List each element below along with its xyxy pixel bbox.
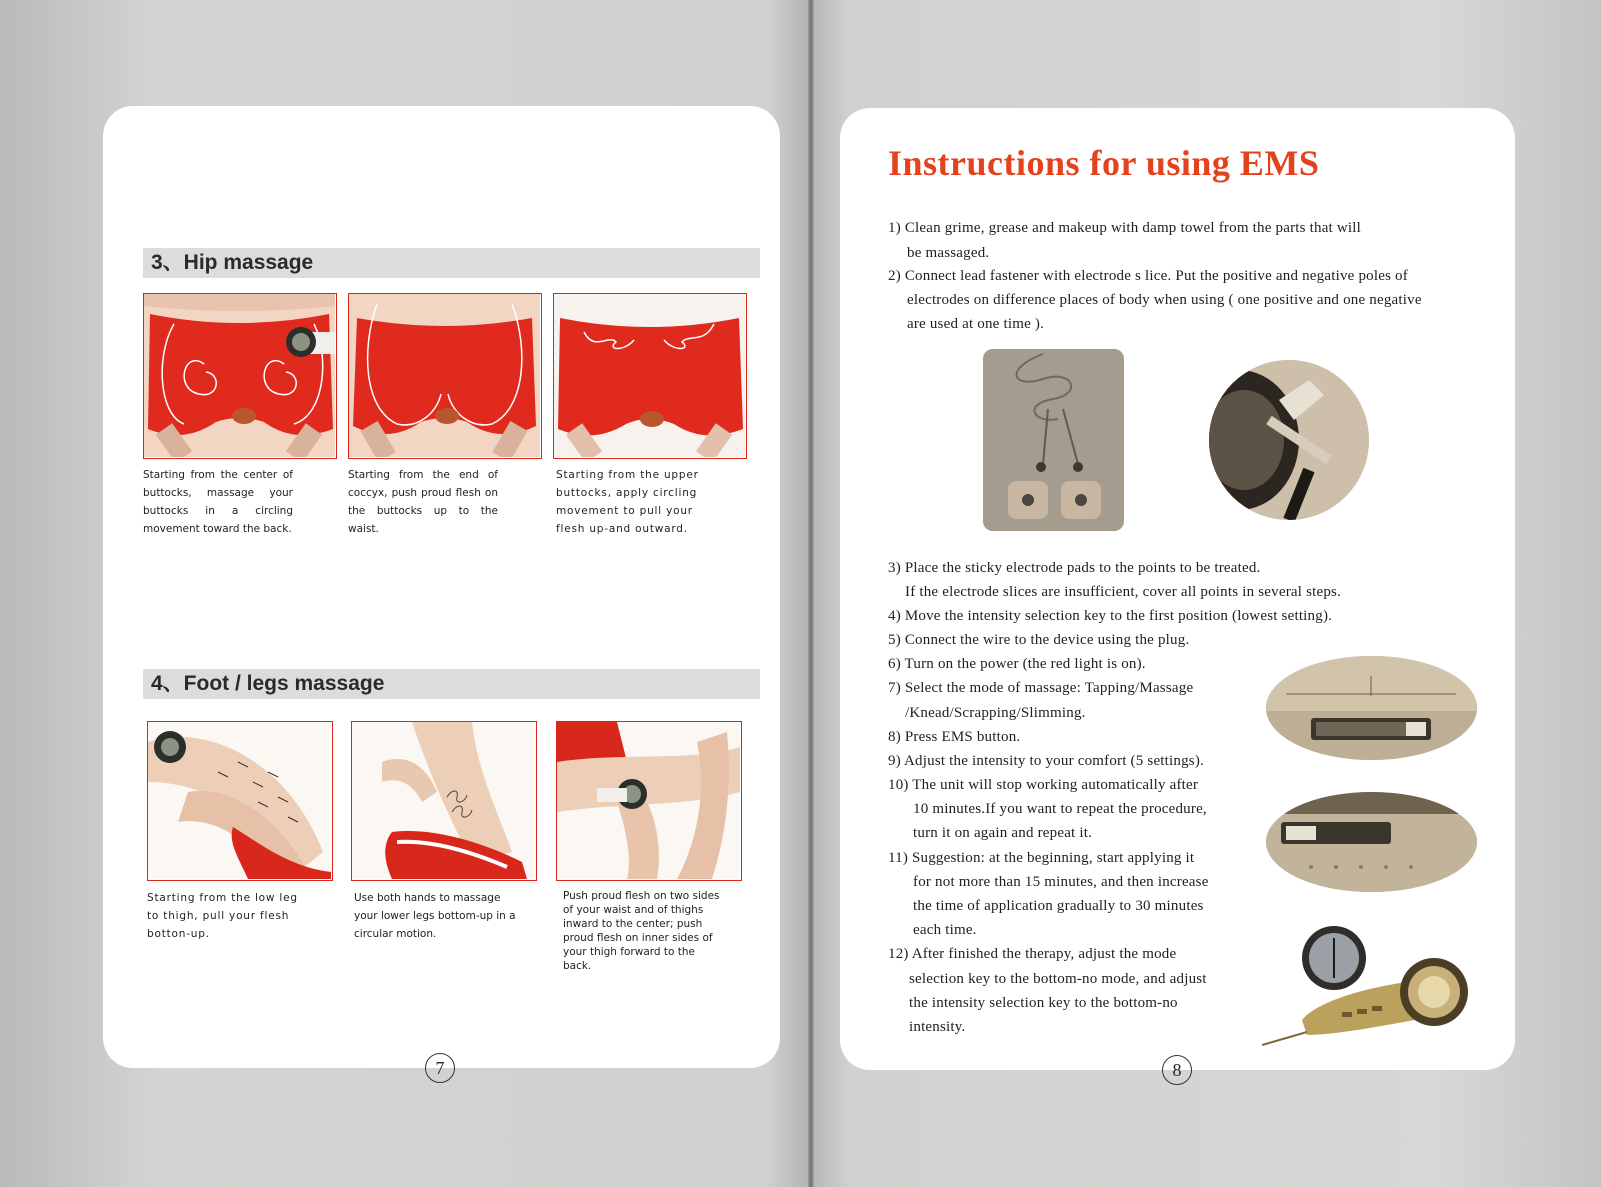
hip-photo-2 bbox=[348, 293, 542, 459]
hip-photo-1 bbox=[143, 293, 337, 459]
step-line: 1) Clean grime, grease and makeup with damp towel from the parts that will bbox=[888, 220, 1362, 236]
step-line: 11) Suggestion: at the beginning, start applying it bbox=[888, 850, 1195, 866]
legs-caption-3: Push proud flesh on two sides of your waist and of thighs inward to the center; push proud flesh on inner sides of your thigh forward to the back. bbox=[563, 890, 720, 972]
mode-selector-photo bbox=[1266, 656, 1477, 760]
step-line: 10) The unit will stop working automatically after bbox=[888, 777, 1199, 793]
plug-connection-photo bbox=[1209, 360, 1369, 520]
step-line: electrodes on difference places of body when using ( one positive and one negative bbox=[907, 292, 1422, 308]
step-line: 2) Connect lead fastener with electrode s lice. Put the positive and negative poles of bbox=[888, 268, 1408, 284]
hip-photo-3 bbox=[553, 293, 747, 459]
legs-photo-2 bbox=[351, 721, 537, 881]
step-line: 10 minutes.If you want to repeat the procedure, bbox=[913, 801, 1207, 817]
step-line: If the electrode slices are insufficient, cover all points in several steps. bbox=[905, 584, 1342, 600]
intensity-selector-photo bbox=[1266, 792, 1477, 892]
step-line: selection key to the bottom-no mode, and adjust bbox=[909, 971, 1207, 987]
step-line: intensity. bbox=[909, 1019, 966, 1035]
step-line: 12) After finished the therapy, adjust the mode bbox=[888, 946, 1177, 962]
hip-caption-3: Starting from the upper buttocks, apply circling movement to pull your flesh up-and outward. bbox=[556, 469, 699, 535]
step-line: be massaged. bbox=[907, 245, 990, 261]
legs-caption-2: Use both hands to massage your lower legs bottom-up in a circular motion. bbox=[354, 892, 516, 940]
legs-caption-1: Starting from the low leg to thigh, pull your flesh botton-up. bbox=[147, 892, 298, 940]
step-line: 9) Adjust the intensity to your comfort (5 settings). bbox=[888, 753, 1204, 769]
hip-massage-heading: 3、Hip massage bbox=[143, 248, 760, 278]
electrode-pads-photo bbox=[983, 349, 1124, 531]
page-number-left: 7 bbox=[425, 1053, 455, 1083]
foot-legs-massage-heading: 4、Foot / legs massage bbox=[143, 669, 760, 699]
step-line: 7) Select the mode of massage: Tapping/Massage bbox=[888, 680, 1194, 696]
step-line: 8) Press EMS button. bbox=[888, 729, 1021, 745]
step-line: for not more than 15 minutes, and then increase bbox=[913, 874, 1209, 890]
step-line: the time of application gradually to 30 minutes bbox=[913, 898, 1204, 914]
step-line: the intensity selection key to the bottom-no bbox=[909, 995, 1178, 1011]
step-line: /Knead/Scrapping/Slimming. bbox=[905, 705, 1086, 721]
step-line: 6) Turn on the power (the red light is on). bbox=[888, 656, 1146, 672]
step-line: each time. bbox=[913, 922, 977, 938]
step-line: 4) Move the intensity selection key to the first position (lowest setting). bbox=[888, 608, 1333, 624]
legs-photo-3 bbox=[556, 721, 742, 881]
hip-caption-2: Starting from the end of coccyx, push proud flesh on the buttocks up to the waist. bbox=[348, 469, 498, 535]
book-gutter bbox=[808, 0, 814, 1187]
step-line: turn it on again and repeat it. bbox=[913, 825, 1093, 841]
hip-caption-1: Starting from the center of buttocks, massage your buttocks in a circling movement toward the back. bbox=[143, 469, 293, 535]
step-line: are used at one time ). bbox=[907, 316, 1045, 332]
legs-photo-1 bbox=[147, 721, 333, 881]
page-title: Instructions for using EMS bbox=[888, 143, 1320, 183]
step-line: 5) Connect the wire to the device using the plug. bbox=[888, 632, 1190, 648]
page-number-right: 8 bbox=[1162, 1055, 1192, 1085]
step-line: 3) Place the sticky electrode pads to the points to be treated. bbox=[888, 560, 1261, 576]
ems-device-photo bbox=[1262, 920, 1482, 1050]
